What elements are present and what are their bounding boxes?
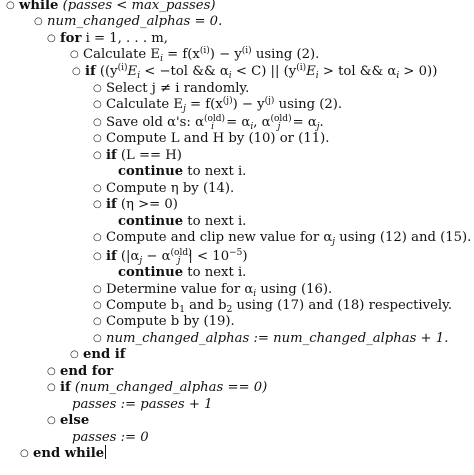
bullet-icon: ○ (47, 415, 56, 426)
init-changed-line (34, 13, 222, 30)
bullet-icon: ○ (34, 16, 43, 27)
keyword-if: if (85, 64, 96, 79)
calc-ej-line: ○ Calculate $E_j = f(x^{(j)}) - y^{(j)}$ using (2). (93, 96, 343, 114)
clip-aj-line: ○ Compute and clip new value for $\alpha_j$ using (12) and (15). (93, 230, 472, 247)
select-j-text: Select j ≠ i randomly. (106, 81, 250, 96)
keyword-for: for (60, 31, 82, 46)
end-while-line: ○ end while (20, 446, 105, 461)
for-line (47, 30, 168, 47)
compute-eta-line: ○ Compute η by (14). (93, 181, 235, 196)
calc-ei-line: ○ Calculate $E_i = f(x^{(i)}) - y^{(i)}$ using (2). (70, 46, 320, 64)
bullet-icon: ○ (70, 349, 79, 360)
bullet-icon: ○ (93, 117, 102, 128)
bullet-icon: ○ (47, 33, 56, 44)
bullet-icon: ○ (70, 49, 79, 60)
continue-line-2: continue to next i. (118, 214, 247, 229)
bullet-icon: ○ (93, 199, 102, 210)
bullet-icon: ○ (72, 66, 81, 77)
while-condition: (passes < max_passes) (62, 0, 216, 13)
bullet-icon: ○ (93, 333, 102, 344)
end-if-line-1: ○ end if (70, 347, 126, 362)
bullet-icon: ○ (93, 183, 102, 194)
if-lh-line: ○ if (L == H) (93, 148, 182, 163)
end-for-line: ○ end for (47, 364, 114, 379)
if-kkt-line: ○ if (($y^{(i)}E_i < -tol$ && $\alpha_i < C$) || ($y^{(i)}E_i$ > tol && $\alpha_i > 0$)) (72, 63, 438, 81)
for-range: i = 1, . . . m, (85, 31, 168, 46)
if-changed-line: ○ if (num_changed_alphas == 0) (47, 380, 268, 395)
bullet-icon: ○ (93, 284, 102, 295)
increment-changed-line: ○ num_changed_alphas := num_changed_alphas + 1. (93, 331, 449, 346)
bullet-icon: ○ (6, 0, 15, 11)
bullet-icon: ○ (93, 83, 102, 94)
bullet-icon: ○ (47, 366, 56, 377)
else-line: ○ else (47, 413, 90, 428)
continue-line-3: continue to next i. (118, 265, 247, 280)
passes-reset-line: passes := 0 (72, 430, 149, 445)
keyword-while: while (19, 0, 59, 13)
passes-increment-line: passes := passes + 1 (72, 397, 213, 412)
bullet-icon: ○ (93, 133, 102, 144)
select-j-line (93, 80, 249, 97)
compute-lh-line: ○ Compute L and H by (10) or (11). (93, 131, 330, 146)
calc-ei-label: Calculate E (83, 47, 161, 62)
init-changed-text: num_changed_alphas = 0. (47, 14, 223, 29)
while-line (6, 0, 216, 14)
if-abs-line: ○ if ($|\alpha_j - \alpha^{(old)}_j$ | < $10^{-5}$) (93, 248, 248, 266)
bullet-icon: ○ (20, 448, 29, 459)
compute-b1-b2-line: ○ Compute $b_1$ and $b_2$ using (17) and (18) respectively. (93, 298, 453, 315)
bullet-icon: ○ (93, 251, 102, 262)
bullet-icon: ○ (93, 316, 102, 327)
bullet-icon: ○ (93, 99, 102, 110)
determine-ai-line: ○ Determine value for $\alpha_i$ using (16). (93, 282, 333, 299)
bullet-icon: ○ (47, 382, 56, 393)
bullet-icon: ○ (93, 232, 102, 243)
save-old-alphas-line: ○ Save old α's: $\alpha^{(old)}_i = \alpha_i$, $\alpha^{(old)}_j = \alpha_j$. (93, 114, 324, 132)
compute-b-line: ○ Compute b by (19). (93, 314, 235, 329)
if-eta-line: ○ if (η >= 0) (93, 197, 178, 212)
continue-line-1: continue to next i. (118, 164, 247, 179)
bullet-icon: ○ (93, 150, 102, 161)
text-cursor (105, 445, 106, 459)
bullet-icon: ○ (93, 300, 102, 311)
